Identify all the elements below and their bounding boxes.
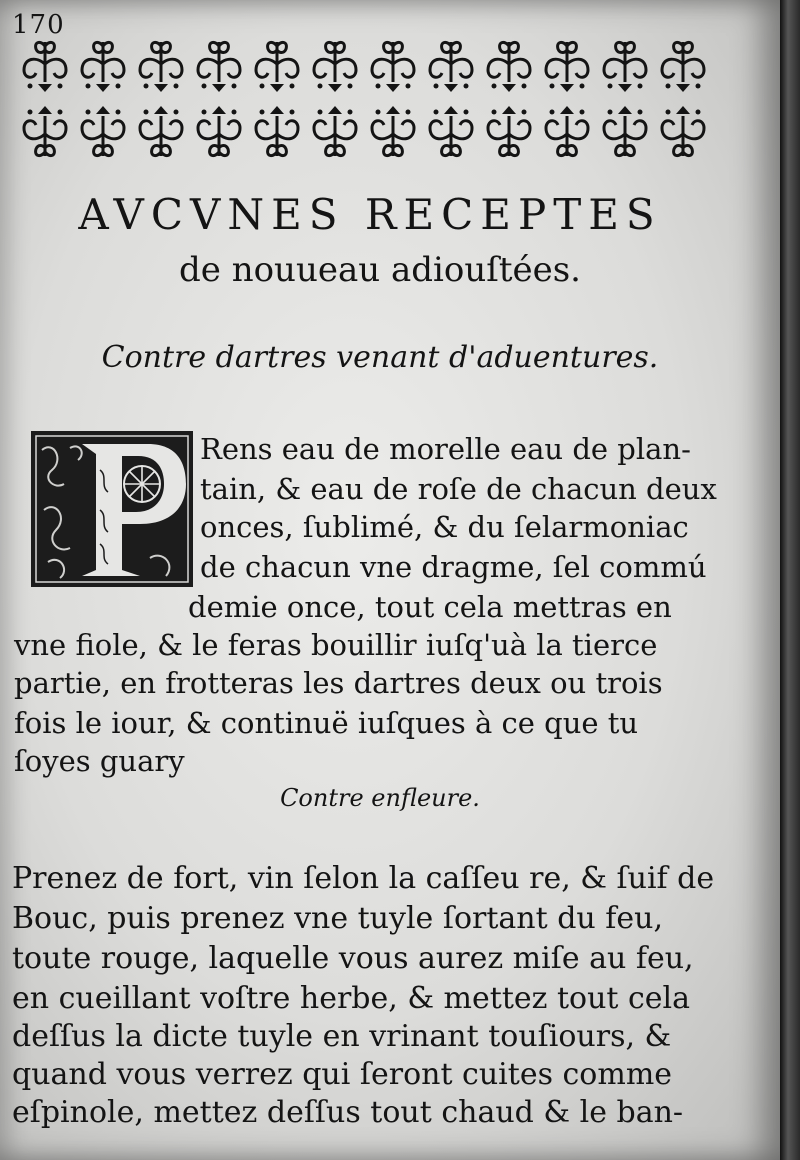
text-line: onces, ſublimé, & du ſelarmoniac [200,510,689,544]
section-heading-enfleure: Contre enfleure. [280,784,480,812]
text-line: fois le iour, & continuë iuſques à ce que tu [14,706,639,740]
text-line: en cueillant voſtre herbe, & mettez tout cela [12,981,691,1016]
woodcut-initial-icon [30,430,194,588]
text-line: Prenez de fort, vin ſelon la caſſeu re, & ſuif de [12,861,715,896]
text-line: vne fiole, & le feras bouillir iuſq'uà la tierce [14,628,658,662]
text-line: tain, & eau de roſe de chacun deux [200,472,717,506]
page-subtitle: de nouueau adiouſtées. [179,250,581,290]
page-title: AVCVNES RECEPTES [78,190,662,239]
text-line: partie, en frotteras les dartres deux ou trois [14,666,663,700]
book-gutter-edge [780,0,800,1160]
text-line: de chacun vne dragme, ſel commú [200,550,707,584]
text-line: Bouc, puis prenez vne tuyle ſortant du feu, [12,901,663,936]
page-number: 170 [12,10,65,40]
text-line: eſpinole, mettez deſſus tout chaud & le ban- [12,1095,684,1130]
section-heading-dartres: Contre dartres venant d'aduentures. [101,340,659,375]
text-line: demie once, tout cela mettras en [188,590,672,624]
text-line: deſſus la dicte tuyle en vrinant touſiours, & [12,1019,672,1054]
text-line: toute rouge, laquelle vous aurez miſe au feu, [12,941,694,976]
fleuron-ornament-icon [18,36,724,164]
text-line: Rens eau de morelle eau de plan- [200,432,691,466]
text-line: quand vous verrez qui ſeront cuites comme [12,1057,673,1092]
text-line: ſoyes guary [14,744,185,778]
